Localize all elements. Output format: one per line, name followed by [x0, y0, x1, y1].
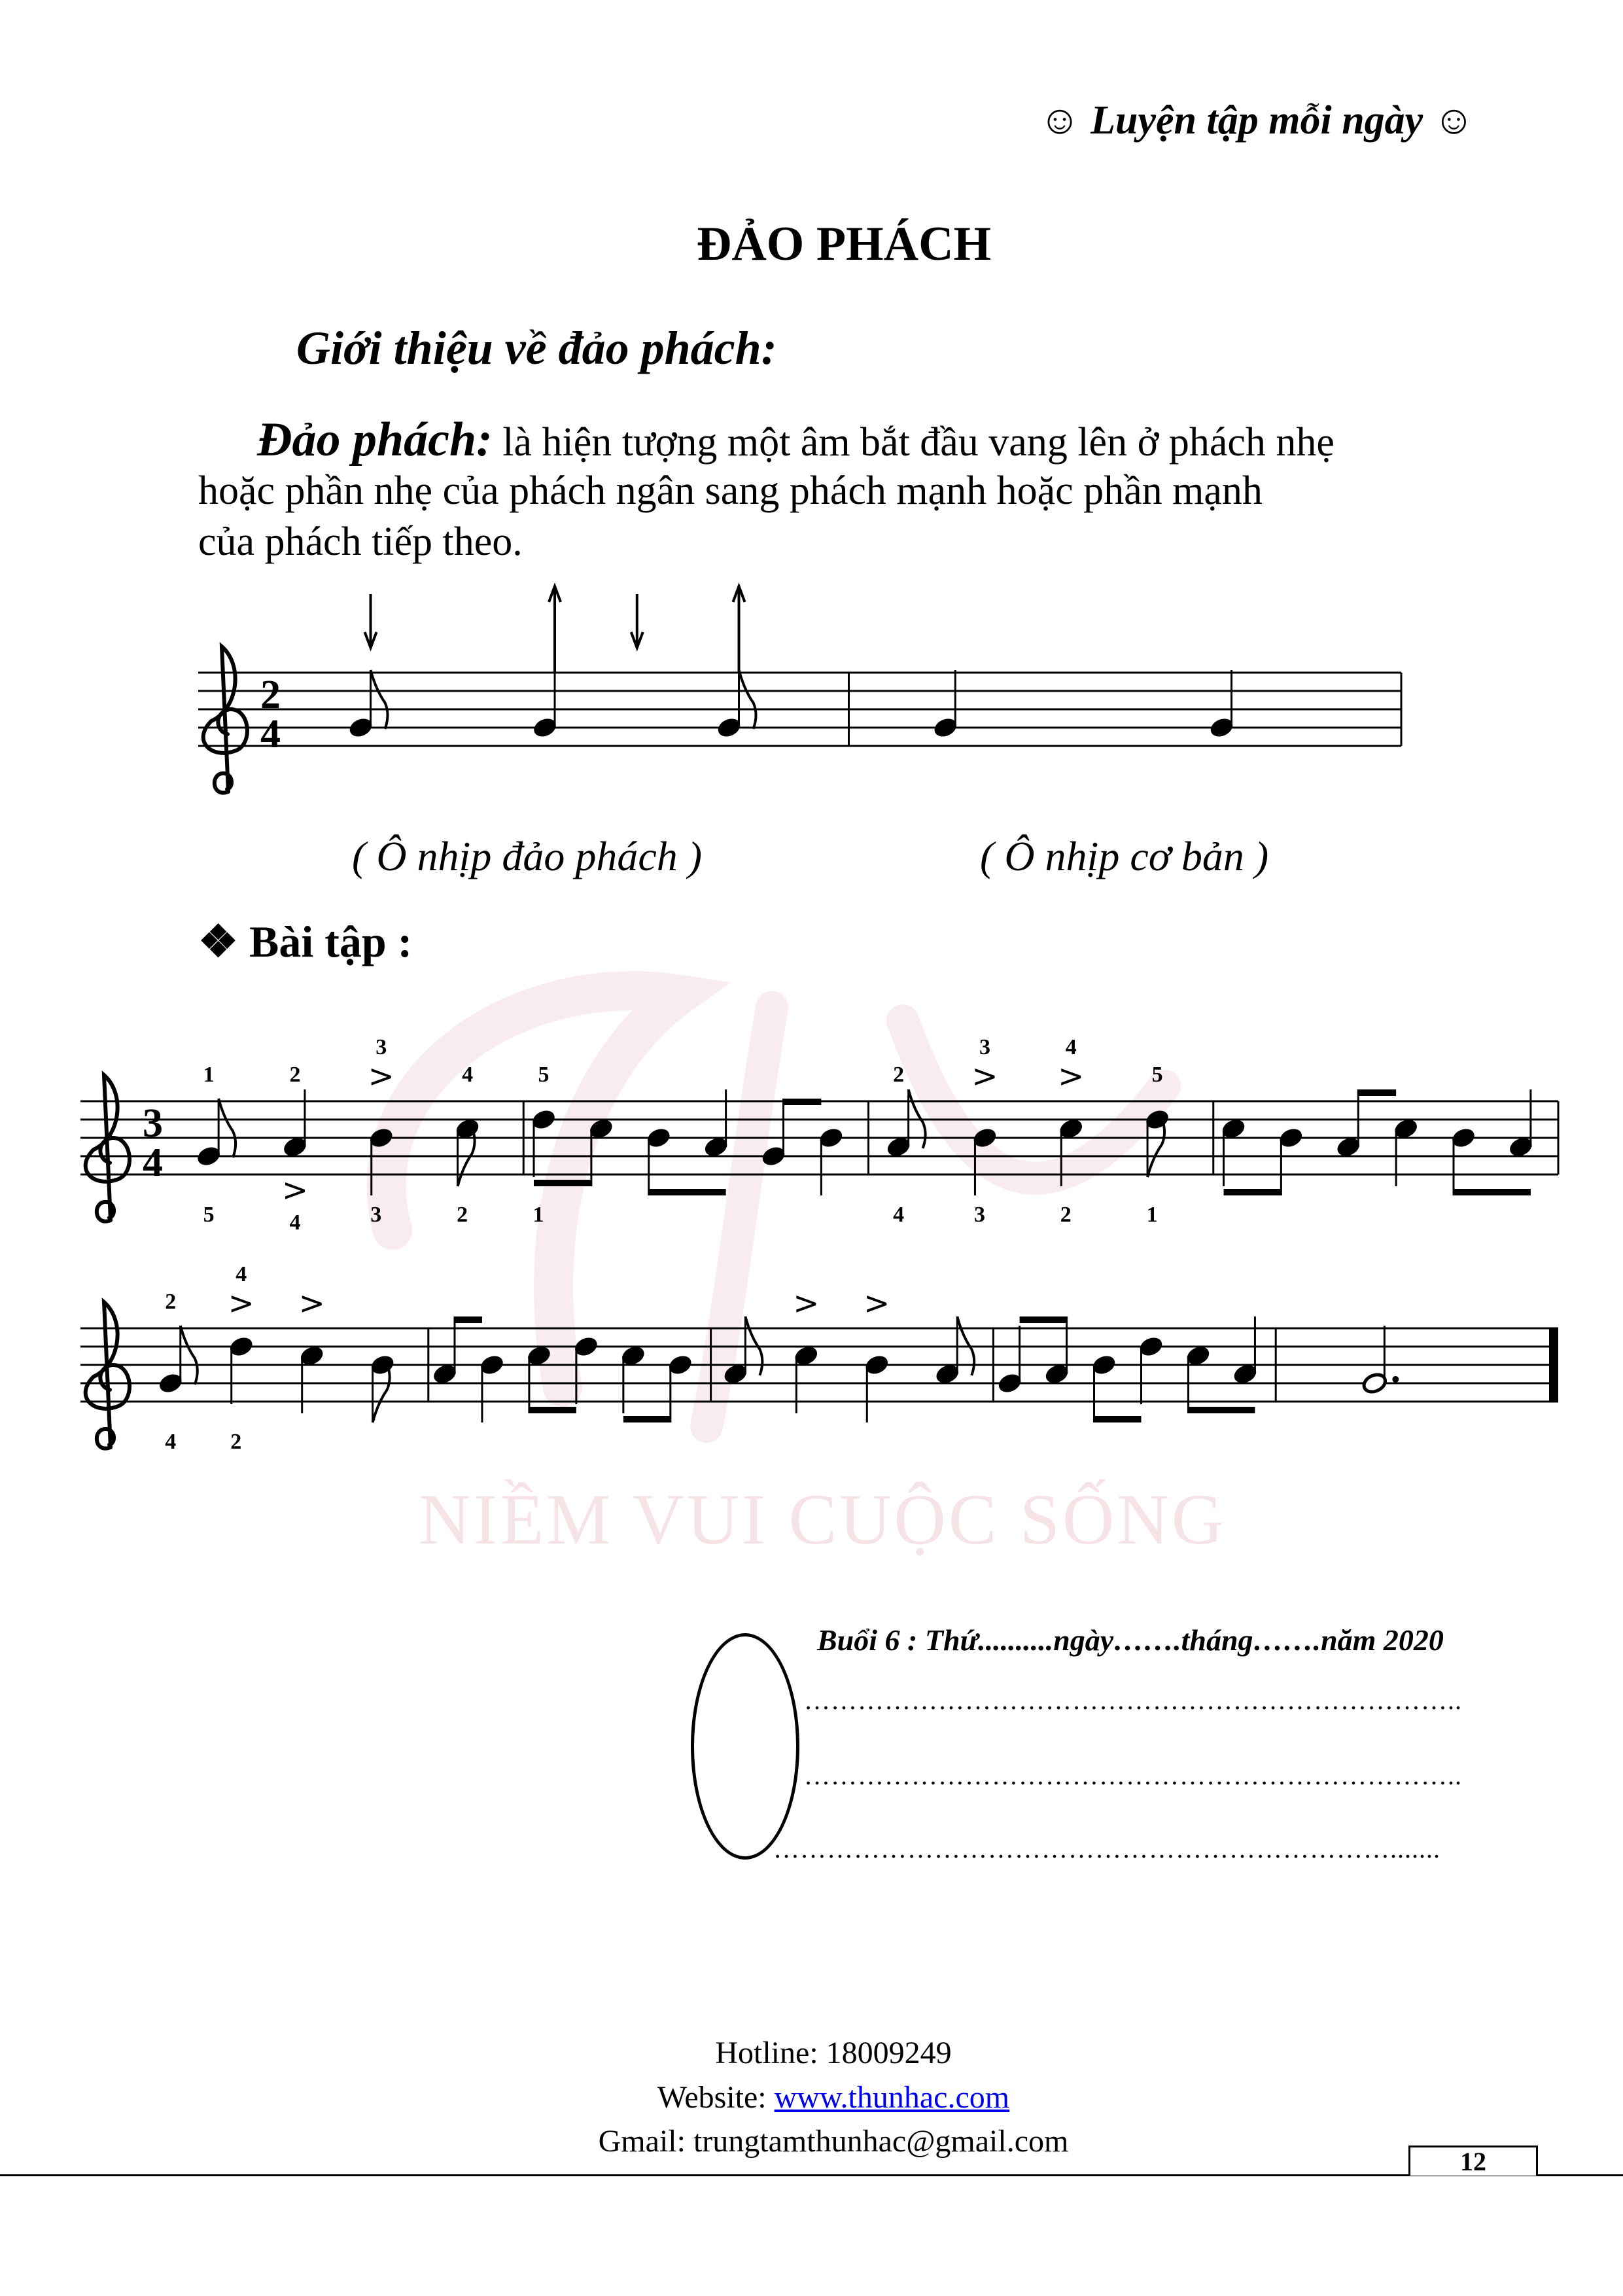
footer-website	[0, 2079, 1623, 2116]
page-number: 12	[1408, 2146, 1538, 2176]
caption-syncopated-measure: ( Ô nhịp đảo phách )	[352, 833, 703, 879]
fingering-above: 2	[289, 1063, 301, 1087]
fingering-below: 2	[1060, 1203, 1072, 1227]
definition-line-3: của phách tiếp theo.	[198, 520, 523, 564]
note-beam	[1358, 1089, 1396, 1096]
definition-term: Đảo phách:	[257, 413, 493, 467]
note-line-1[interactable]: ………………………………………………………………..	[804, 1686, 1462, 1715]
note-beam	[455, 1316, 482, 1323]
note-beam	[1020, 1316, 1067, 1323]
dot	[1392, 1376, 1399, 1383]
note-beam	[784, 1099, 822, 1105]
fingering-above: 3	[375, 1035, 387, 1059]
footer-divider	[0, 2174, 1623, 2176]
accent-mark: >	[228, 1285, 254, 1322]
intro-heading: Giới thiệu về đảo phách:	[296, 322, 777, 374]
footer-hotline: Hotline: 18009249	[715, 2036, 952, 2070]
note-beam	[649, 1189, 726, 1195]
time-signature-bottom: 4	[143, 1140, 163, 1185]
stamp-oval	[691, 1633, 799, 1860]
fingering-below: 3	[973, 1203, 985, 1227]
website-label: Website:	[657, 2080, 775, 2115]
time-signature-top: 2	[260, 673, 281, 717]
page-title: ĐẢO PHÁCH	[696, 217, 992, 271]
fingering-below: 3	[370, 1203, 382, 1227]
note-flag	[371, 670, 388, 729]
accent-mark: >	[368, 1058, 394, 1095]
fingering-below: 5	[203, 1203, 215, 1227]
fingering-below: 4	[289, 1210, 301, 1235]
fingering-above: 4	[1065, 1035, 1077, 1059]
note-beam	[623, 1416, 671, 1422]
fingering-above: 4	[236, 1262, 247, 1286]
watermark-slogan: NIỀM VUI CUỘC SỐNG	[419, 1479, 1227, 1559]
accent-mark: >	[1058, 1058, 1085, 1095]
arrow-up-icon	[549, 586, 561, 673]
arrow-down-icon	[631, 594, 643, 648]
fingering-below: 4	[893, 1203, 905, 1227]
fingering-below: 1	[532, 1203, 544, 1227]
note-line-2[interactable]: ………………………………………………………………..	[804, 1761, 1462, 1790]
fingering-below: 2	[230, 1430, 242, 1454]
accent-mark: >	[793, 1285, 820, 1322]
final-bar-line	[1549, 1328, 1558, 1402]
fingering-above: 2	[165, 1290, 177, 1314]
treble-clef-icon	[203, 646, 247, 793]
note-beam	[1094, 1416, 1142, 1422]
accent-mark: >	[864, 1285, 890, 1322]
note-line-3[interactable]: …………………………………………………………….......	[773, 1834, 1440, 1863]
page-header: ☺ Luyện tập mỗi ngày ☺	[1039, 98, 1475, 143]
fingering-below: 4	[165, 1430, 177, 1454]
note-flag	[739, 670, 756, 729]
note-flag	[218, 1099, 236, 1157]
note-beam	[1188, 1407, 1255, 1413]
fingering-above: 3	[979, 1035, 990, 1059]
note-beam	[1454, 1189, 1531, 1195]
fingering-above: 5	[1151, 1063, 1163, 1087]
time-signature-top: 3	[143, 1101, 163, 1146]
fingering-above: 5	[538, 1063, 550, 1087]
fingering-below: 2	[457, 1203, 468, 1227]
session-date-field[interactable]: Buổi 6 : Thứ..........ngày…….tháng…….năm 2020	[817, 1623, 1444, 1657]
fingering-above: 1	[203, 1063, 215, 1087]
fingering-above: 4	[462, 1063, 474, 1087]
definition-text: là hiện tượng một âm bắt đầu vang lên ở phách nhẹ	[492, 420, 1335, 465]
fingering-below: 1	[1146, 1203, 1158, 1227]
note-beam	[529, 1407, 576, 1413]
time-signature-bottom: 4	[260, 712, 281, 756]
definition-line-2: hoặc phần nhẹ của phách ngân sang phách mạnh hoặc phần mạnh	[198, 468, 1263, 513]
arrow-down-icon	[365, 594, 377, 648]
footer-gmail: Gmail: trungtamthunhac@gmail.com	[598, 2124, 1069, 2159]
accent-mark: >	[281, 1172, 309, 1209]
note-flag	[181, 1326, 198, 1385]
caption-basic-measure: ( Ô nhịp cơ bản )	[980, 833, 1269, 879]
note-beam	[1224, 1189, 1282, 1195]
exercise-heading: ❖ Bài tập :	[198, 917, 413, 966]
website-link[interactable]: www.thunhac.com	[774, 2080, 1010, 2115]
accent-mark: >	[971, 1058, 998, 1095]
treble-clef-icon	[86, 1302, 130, 1449]
treble-clef-icon	[86, 1075, 130, 1222]
arrow-up-icon	[733, 586, 745, 673]
note-beam	[534, 1180, 591, 1186]
accent-mark: >	[298, 1285, 325, 1322]
fingering-above: 2	[893, 1063, 905, 1087]
